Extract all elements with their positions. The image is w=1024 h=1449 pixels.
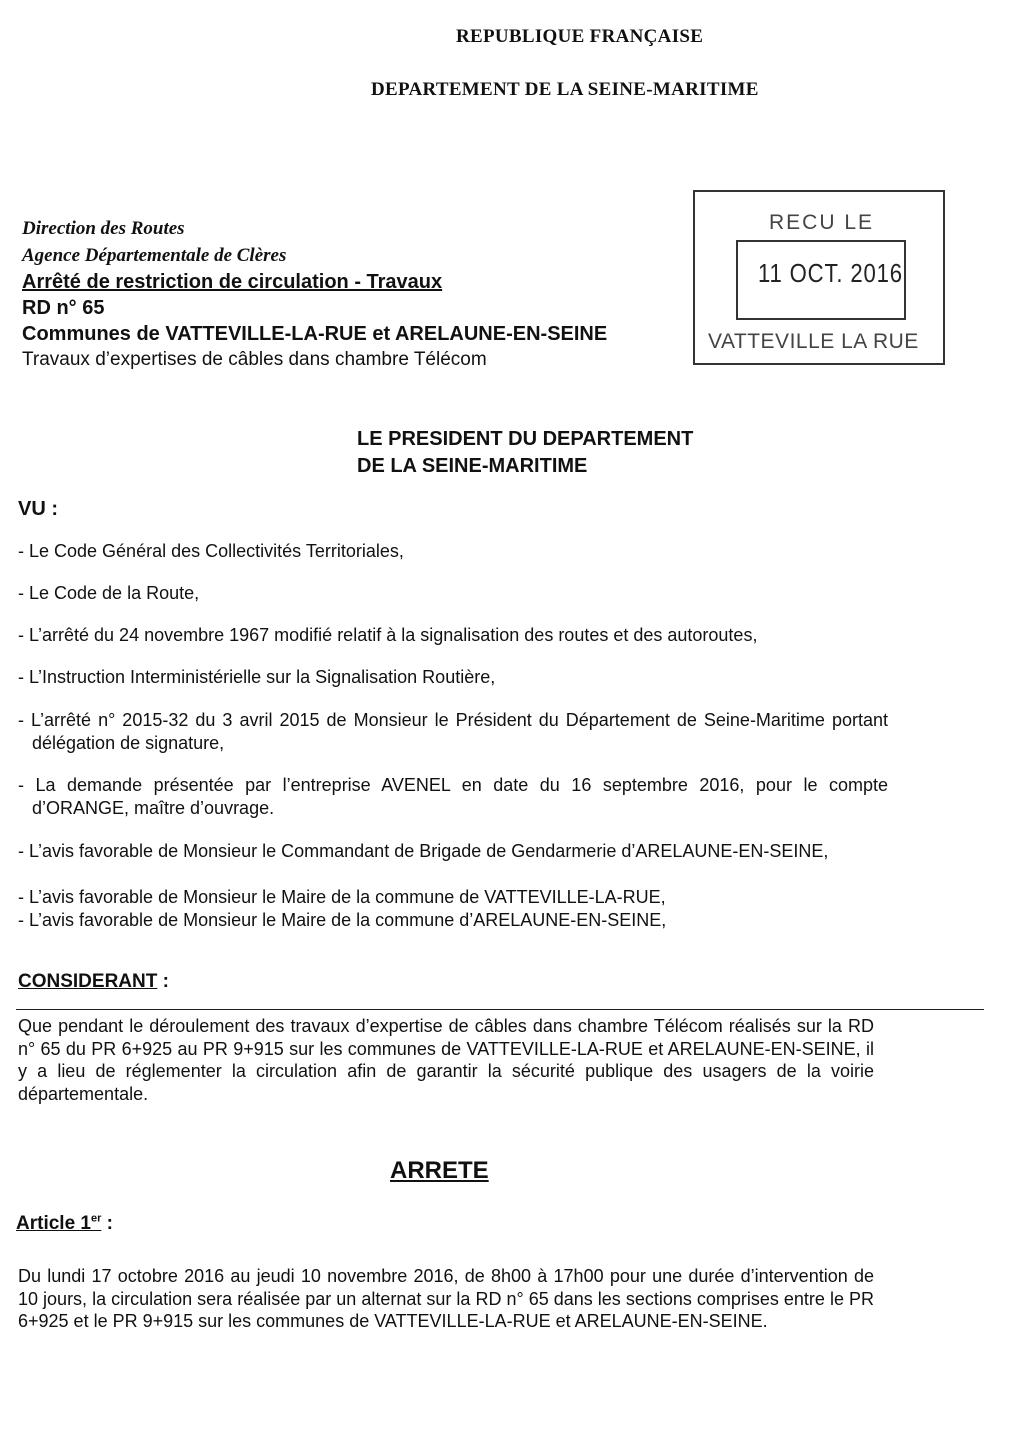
service-direction: Direction des Routes xyxy=(22,218,185,239)
stamp-title: RECU LE xyxy=(769,211,875,234)
vu-item: - L’arrêté du 24 novembre 1967 modifié relatif à la signalisation des routes et des autoroutes, xyxy=(18,625,758,645)
authority-line2: DE LA SEINE-MARITIME xyxy=(357,455,588,477)
article1-label-text: Article 1 xyxy=(16,1213,91,1234)
stamp-date: 11 OCT. 2016 xyxy=(758,258,903,288)
article1-colon: : xyxy=(101,1213,113,1234)
considerant-text: Que pendant le déroulement des travaux d’expertise de câbles dans chambre Télécom réalisés sur la RD n° 65 du PR 6+925 au PR 9+915 sur les communes de VATTEVILLE-LA-RUE et ARELAUNE-EN-SEINE, il y a lieu de réglementer la circulation afin de garantir la sécurité publique des usagers de la voirie départementale. xyxy=(18,1016,874,1104)
vu-item: - Le Code Général des Collectivités Territoriales, xyxy=(18,541,404,561)
header-republique: REPUBLIQUE FRANÇAISE xyxy=(456,26,704,47)
vu-heading: VU : xyxy=(18,498,58,520)
vu-item: - L’arrêté n° 2015-32 du 3 avril 2015 de Monsieur le Président du Département de Seine-Maritime portant délégation de signature, xyxy=(18,710,888,753)
road-number: RD n° 65 xyxy=(22,297,105,319)
article1-label-sup: er xyxy=(90,1212,102,1225)
works-description: Travaux d’expertises de câbles dans chambre Télécom xyxy=(22,349,487,370)
header-departement: DEPARTEMENT DE LA SEINE-MARITIME xyxy=(371,79,759,100)
article1-heading xyxy=(16,1213,113,1235)
section-divider xyxy=(16,1009,984,1010)
vu-item: - L’Instruction Interministérielle sur la Signalisation Routière, xyxy=(18,667,496,687)
considerant-heading xyxy=(18,971,169,993)
considerant-heading-colon: : xyxy=(157,971,169,992)
vu-item: - L’avis favorable de Monsieur le Maire de la commune d’ARELAUNE-EN-SEINE, xyxy=(18,910,667,930)
vu-item: - L’avis favorable de Monsieur le Maire de la commune de VATTEVILLE-LA-RUE, xyxy=(18,887,666,907)
arrete-subject-title: Arrêté de restriction de circulation - Travaux xyxy=(22,271,443,293)
arrete-heading: ARRETE xyxy=(390,1157,489,1184)
article1-label xyxy=(16,1213,101,1234)
service-agency: Agence Départementale de Clères xyxy=(22,245,287,266)
communes-line: Communes de VATTEVILLE-LA-RUE et ARELAUNE-EN-SEINE xyxy=(22,323,608,345)
article1-text: Du lundi 17 octobre 2016 au jeudi 10 novembre 2016, de 8h00 à 17h00 pour une durée d’intervention de 10 jours, la circulation sera réalisée par un alternat sur la RD n° 65 dans les sections comprises entre le PR 6+925 et le PR 9+915 sur les communes de VATTEVILLE-LA-RUE et ARELAUNE-EN-SEINE. xyxy=(18,1266,874,1331)
considerant-heading-label: CONSIDERANT xyxy=(18,971,158,992)
vu-item: - La demande présentée par l’entreprise AVENEL en date du 16 septembre 2016, pour le compte d’ORANGE, maître d’ouvrage. xyxy=(18,775,888,818)
vu-item: - Le Code de la Route, xyxy=(18,583,200,603)
authority-line1: LE PRESIDENT DU DEPARTEMENT xyxy=(357,428,694,450)
stamp-place: VATTEVILLE LA RUE xyxy=(708,330,919,353)
vu-item: - L’avis favorable de Monsieur le Commandant de Brigade de Gendarmerie d’ARELAUNE-EN-SEINE, xyxy=(18,841,829,861)
